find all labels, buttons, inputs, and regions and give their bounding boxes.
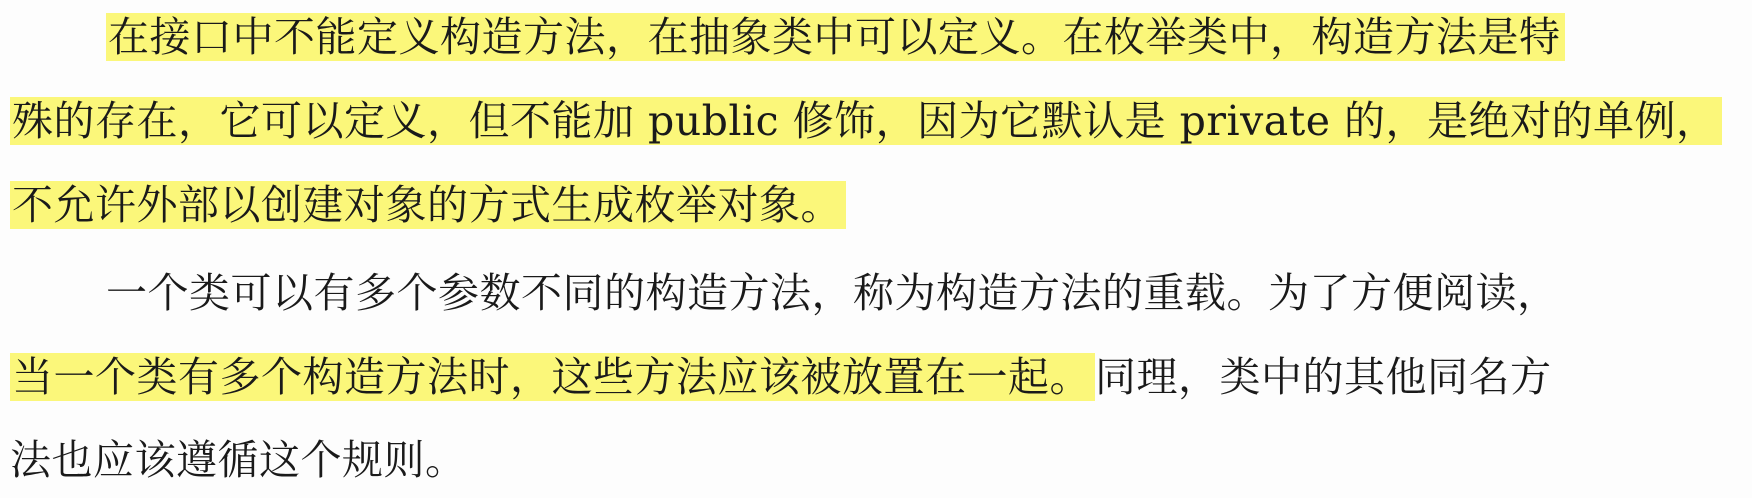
- highlight: 殊的存在，它可以定义，但不能加 public 修饰，因为它默认是 private 的，是绝对的单例，: [10, 97, 1722, 145]
- paragraph-1-line-3: [10, 178, 846, 232]
- highlight: 在接口中不能定义构造方法，在抽象类中可以定义。在枚举类中，构造方法是特: [106, 13, 1565, 61]
- paragraph-2-line-2: [10, 350, 1552, 404]
- body-text: 同理，类中的其他同名方: [1095, 353, 1552, 401]
- highlight: 不允许外部以创建对象的方式生成枚举对象。: [10, 181, 846, 229]
- paragraph-2-line-3: [10, 433, 467, 487]
- body-text: 一个类可以有多个参数不同的构造方法，称为构造方法的重载。为了方便阅读，: [106, 269, 1559, 317]
- paragraph-1-line-1: [106, 10, 1565, 64]
- body-text: 法也应该遵循这个规则。: [10, 436, 467, 484]
- highlight: 当一个类有多个构造方法时，这些方法应该被放置在一起。: [10, 353, 1095, 401]
- paragraph-1-line-2: [10, 94, 1722, 148]
- paragraph-2-line-1: [106, 266, 1559, 320]
